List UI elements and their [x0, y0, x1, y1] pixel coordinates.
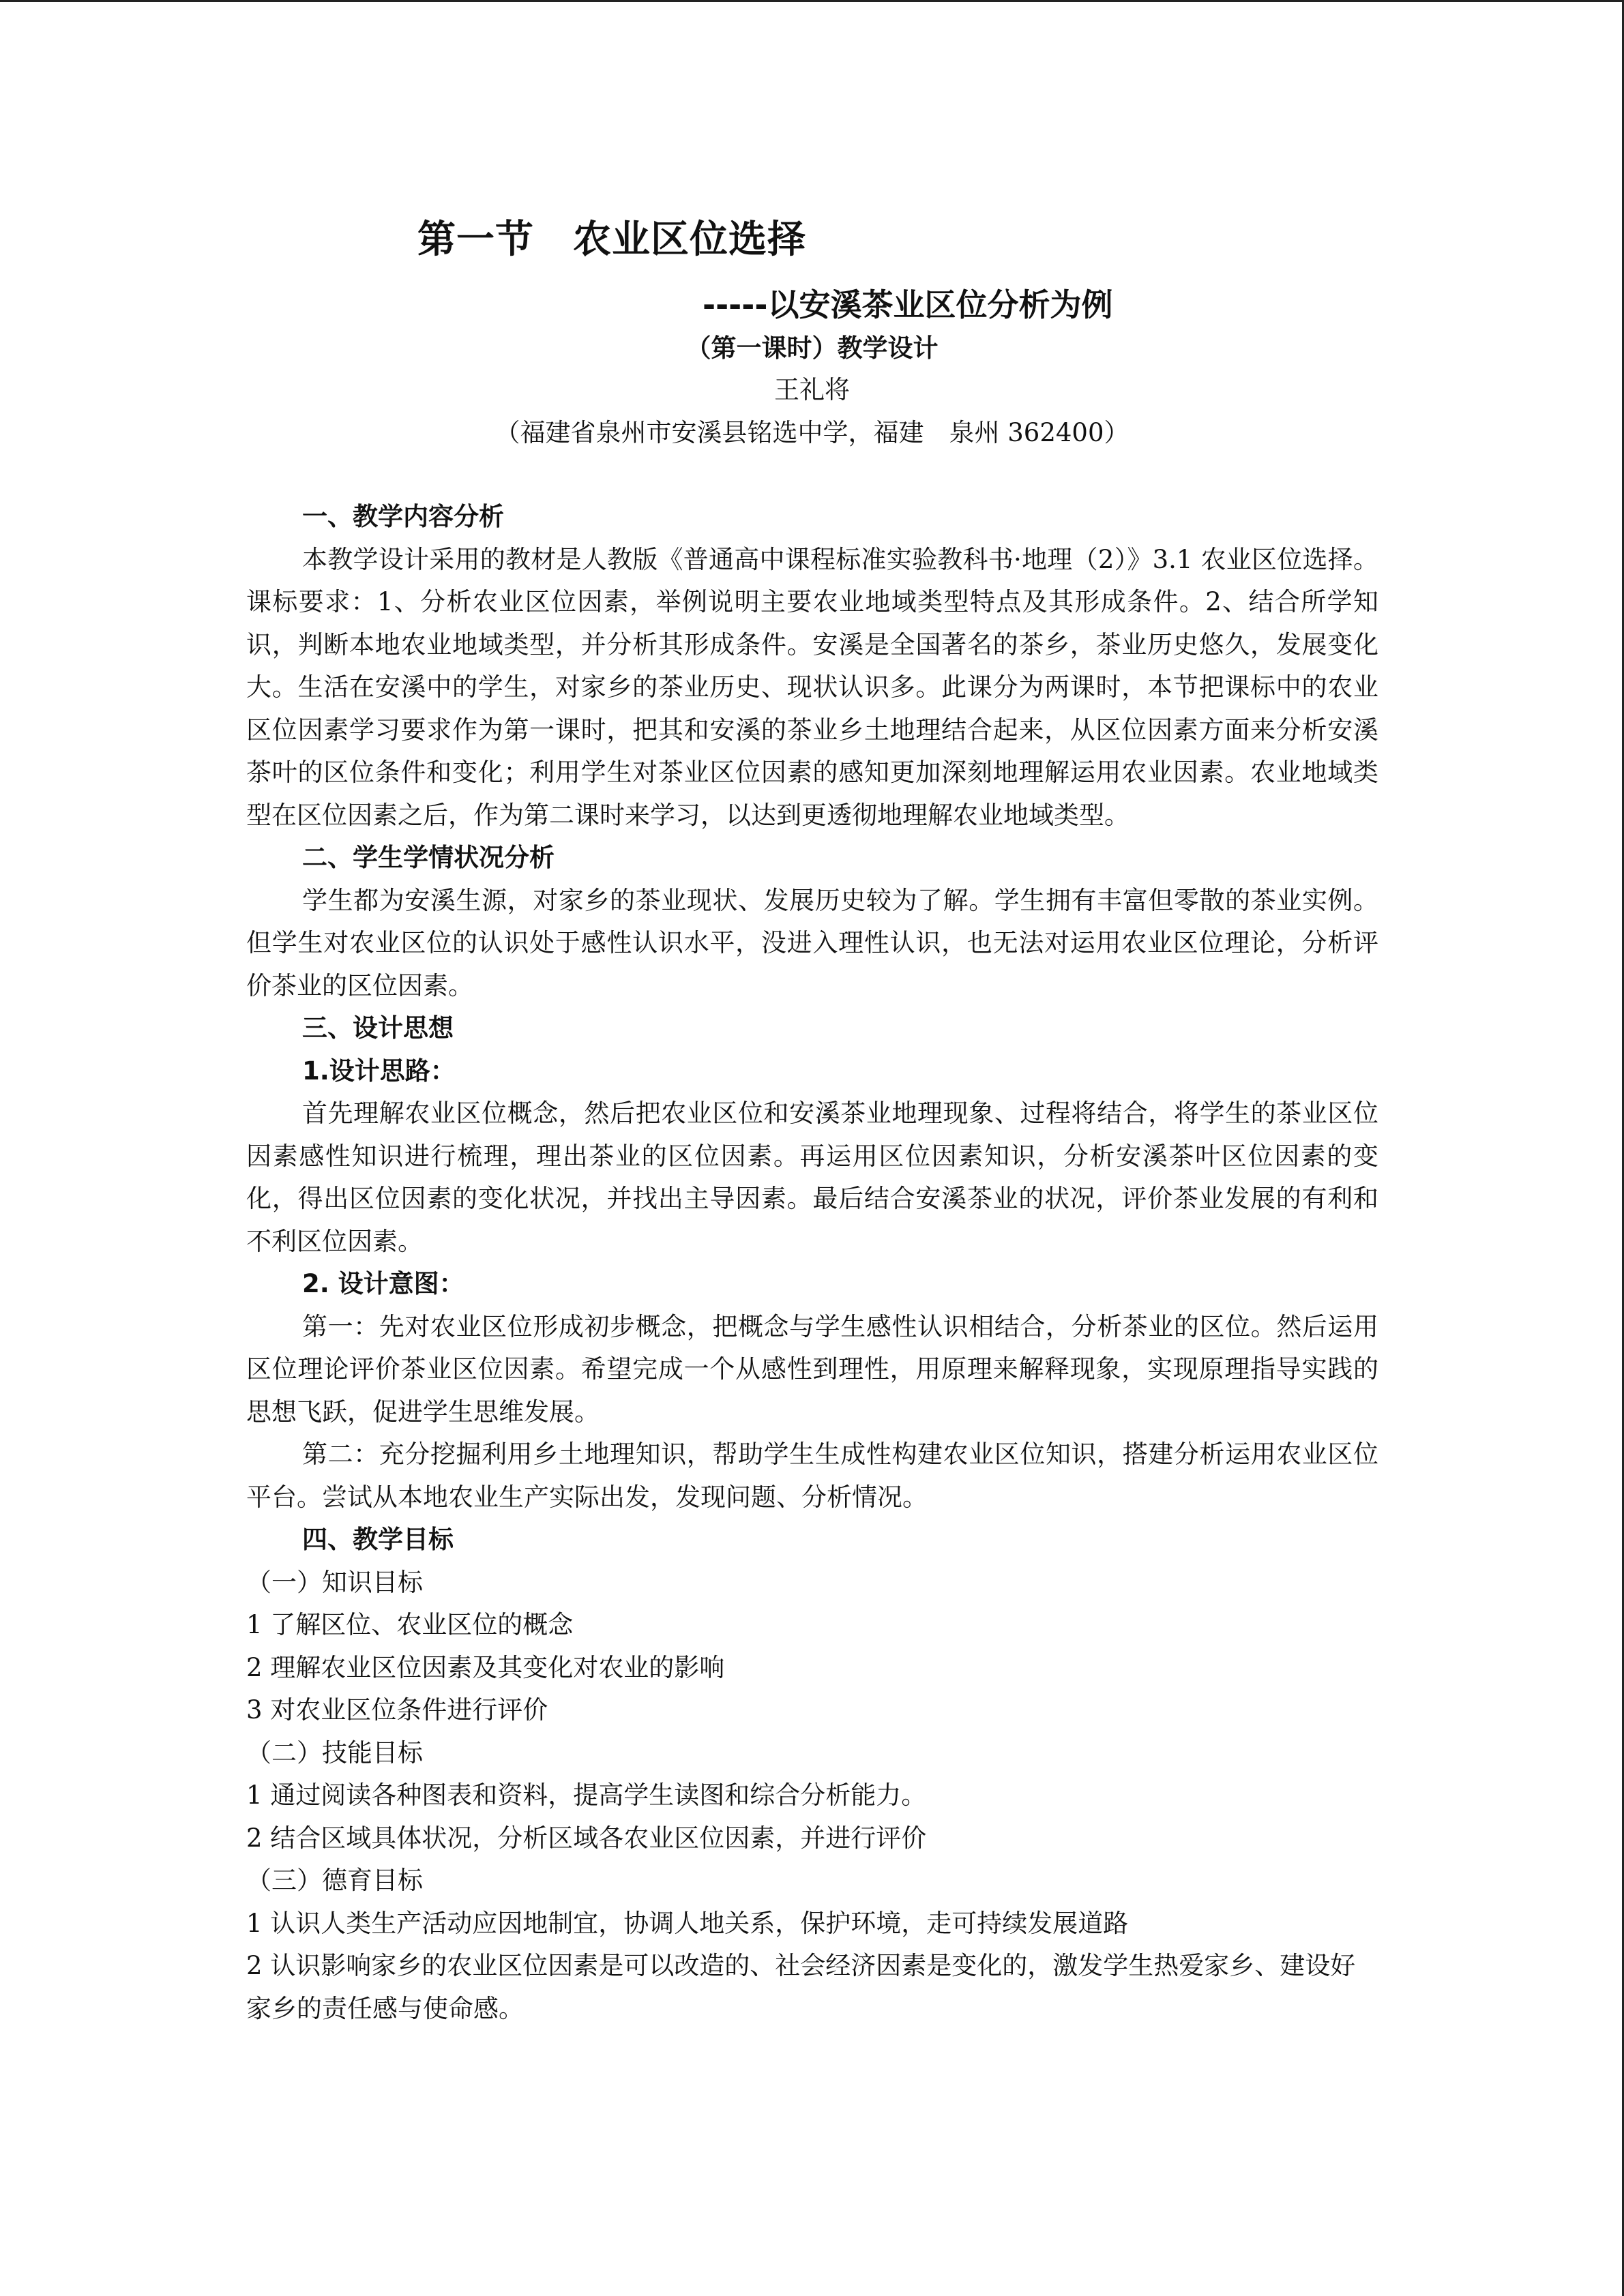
- subheading-design-intent: 2. 设计意图：: [302, 1269, 464, 1298]
- page-border-top: [0, 0, 1624, 2]
- paragraph-design-intent-second: 第二：充分挖掘利用乡土地理知识，帮助学生生成性构建农业区位知识，搭建分析运用农业区位平台。尝试从本地农业生产实际出发，发现问题、分析情况。: [246, 1440, 1378, 1512]
- paragraph-design-intent-first: 第一：先对农业区位形成初步概念，把概念与学生感性认识相结合，分析茶业的区位。然后运用区位理论评价茶业区位因素。希望完成一个从感性到理性，用原理来解释现象，实现原理指导实践的思想飞跃，促进学生思维发展。: [246, 1311, 1378, 1427]
- paragraph-student-analysis: 学生都为安溪生源，对家乡的茶业现状、发展历史较为了解。学生拥有丰富但零散的茶业实例。但学生对农业区位的认识处于感性认识水平，没进入理性认识，也无法对运用农业区位理论，分析评价茶业的区位因素。: [246, 885, 1378, 1000]
- paragraph-design-approach: 首先理解农业区位概念，然后把农业区位和安溪茶业地理现象、过程将结合，将学生的茶业区位因素感性知识进行梳理，理出茶业的区位因素。再运用区位因素知识，分析安溪茶叶区位因素的变化，得出区位因素的变化状况，并找出主导因素。最后结合安溪茶业的状况，评价茶业发展的有利和不利区位因素。: [246, 1099, 1378, 1256]
- lesson-label: （第一课时）教学设计: [685, 333, 939, 363]
- paragraph-content-analysis: 本教学设计采用的教材是人教版《普通高中课程标准实验教科书·地理（2）》3.1 农业区位选择。课标要求：1、分析农业区位因素，举例说明主要农业地域类型特点及其形成条件。2、结合所学知识，判断本地农业地域类型，并分析其形成条件。安溪是全国著名的茶乡，茶业历史悠久，发展变化大。生活在安溪中的学生，对家乡的茶业历史、现状认识多。此课分为两课时，本节把课标中的农业区位因素学习要求作为第一课时，把其和安溪的茶业乡土地理结合起来，从区位因素方面来分析安溪茶叶的区位条件和变化；利用学生对茶业区位因素的感知更加深刻地理解运用农业因素。农业地域类型在区位因素之后，作为第二课时来学习，以达到更透彻地理解农业地域类型。: [246, 544, 1378, 830]
- list-item: 2 理解农业区位因素及其变化对农业的影响: [246, 1652, 725, 1682]
- list-item: 1 认识人类生产活动应因地制宜，协调人地关系，保护环境，走可持续发展道路: [246, 1908, 1129, 1938]
- goal-group-title-moral: （三）德育目标: [246, 1866, 423, 1895]
- section-heading-content-analysis: 一、教学内容分析: [302, 502, 504, 531]
- goal-group-title-skills: （二）技能目标: [246, 1738, 423, 1768]
- author-name: 王礼将: [774, 375, 850, 404]
- document-title: 第一节 农业区位选择: [417, 218, 806, 262]
- author-affiliation: （福建省泉州市安溪县铭选中学，福建 泉州 362400）: [494, 418, 1130, 447]
- list-item: 3 对农业区位条件进行评价: [246, 1695, 548, 1725]
- subheading-design-approach: 1.设计思路：: [302, 1056, 456, 1086]
- list-item: 2 认识影响家乡的农业区位因素是可以改造的、社会经济因素是变化的，激发学生热爱家乡、建设好家乡的责任感与使命感。: [246, 1951, 1356, 2023]
- document-subtitle: -----以安溪茶业区位分析为例: [703, 286, 1113, 323]
- section-heading-student-analysis: 二、学生学情状况分析: [302, 843, 555, 872]
- list-item: 2 结合区域具体状况，分析区域各农业区位因素，并进行评价: [246, 1823, 927, 1853]
- list-item: 1 通过阅读各种图表和资料，提高学生读图和综合分析能力。: [246, 1780, 927, 1810]
- goal-group-title-knowledge: （一）知识目标: [246, 1567, 423, 1597]
- list-item: 1 了解区位、农业区位的概念: [246, 1610, 574, 1639]
- section-heading-teaching-goals: 四、教学目标: [302, 1525, 454, 1554]
- document-body: [246, 496, 1378, 2030]
- section-heading-design-thinking: 三、设计思想: [302, 1013, 454, 1043]
